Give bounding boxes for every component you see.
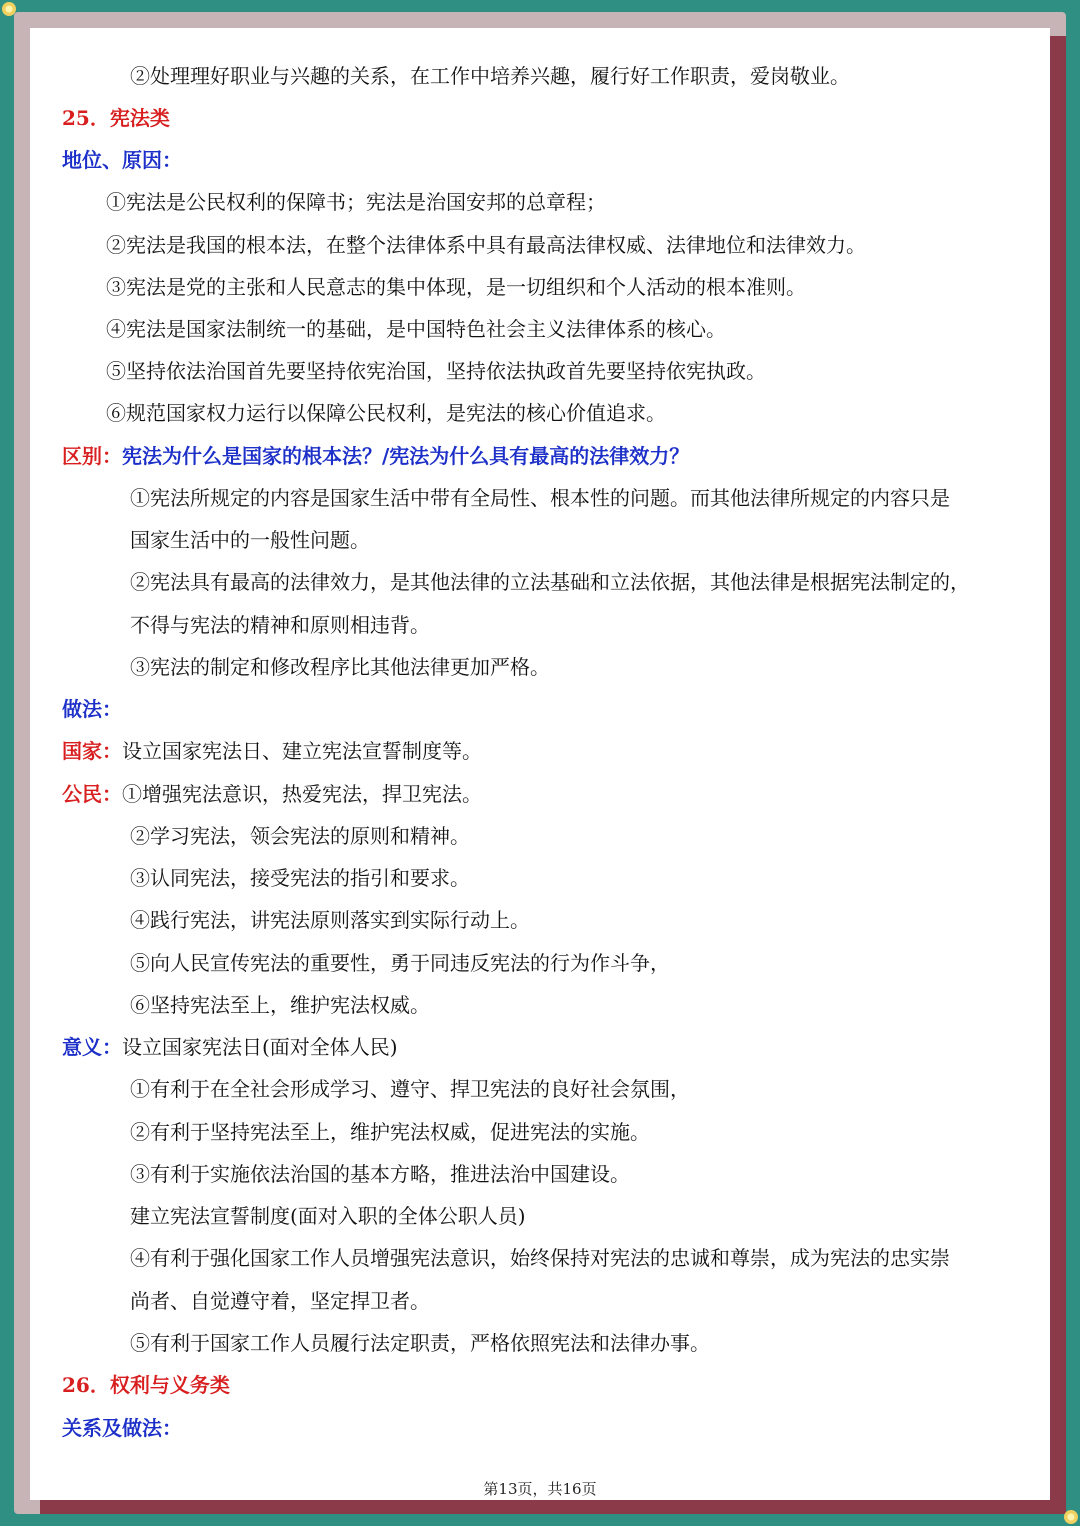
- body-line: ②宪法是我国的根本法，在整个法律体系中具有最高法律权威、法律地位和法律效力。: [106, 233, 866, 257]
- state-text: 设立国家宪法日、建立宪法宣誓制度等。: [122, 739, 482, 763]
- body-line: ①宪法所规定的内容是国家生活中带有全局性、根本性的问题。而其他法律所规定的内容只是: [130, 486, 950, 510]
- body-line: 国家生活中的一般性问题。: [130, 528, 370, 552]
- difference-question: 宪法为什么是国家的根本法？/宪法为什么具有最高的法律效力？: [122, 444, 690, 468]
- state-label: 国家：: [62, 739, 122, 763]
- subheading-status: 地位、原因：: [62, 148, 182, 172]
- body-line: ①宪法是公民权利的保障书；宪法是治国安邦的总章程；: [106, 190, 606, 214]
- significance-label: 意义：: [62, 1035, 122, 1059]
- difference-heading: [62, 441, 689, 471]
- body-line: 不得与宪法的精神和原则相违背。: [130, 613, 430, 637]
- body-line: ④宪法是国家法制统一的基础，是中国特色社会主义法律体系的核心。: [106, 317, 726, 341]
- body-line: ⑤坚持依法治国首先要坚持依宪治国，坚持依法执政首先要坚持依宪执政。: [106, 359, 766, 383]
- significance-text: 设立国家宪法日(面对全体人民): [122, 1035, 398, 1059]
- subheading-practice: 做法：: [62, 697, 122, 721]
- section-heading-26: 26．权利与义务类: [62, 1373, 230, 1397]
- body-line: ⑥规范国家权力运行以保障公民权利，是宪法的核心价值追求。: [106, 401, 666, 425]
- body-line: ②有利于坚持宪法至上，维护宪法权威，促进宪法的实施。: [130, 1120, 650, 1144]
- body-line: ⑥坚持宪法至上，维护宪法权威。: [130, 993, 430, 1017]
- section-heading-25: 25．宪法类: [62, 106, 170, 130]
- page-number: 第13页，共16页: [483, 1480, 597, 1498]
- body-line: ②处理理好职业与兴趣的关系，在工作中培养兴趣，履行好工作职责，爱岗敬业。: [130, 64, 850, 88]
- body-line: 尚者、自觉遵守着，坚定捍卫者。: [130, 1289, 430, 1313]
- body-line: ③认同宪法，接受宪法的指引和要求。: [130, 866, 470, 890]
- body-line: ⑤有利于国家工作人员履行法定职责，严格依照宪法和法律办事。: [130, 1331, 710, 1355]
- document-page: [30, 28, 1050, 1500]
- body-line: ③有利于实施依法治国的基本方略，推进法治中国建设。: [130, 1162, 630, 1186]
- body-line: ③宪法的制定和修改程序比其他法律更加严格。: [130, 655, 550, 679]
- difference-label: 区别：: [62, 444, 122, 468]
- state-line: [62, 736, 482, 766]
- flower-icon: [2, 2, 16, 16]
- body-line: ①有利于在全社会形成学习、遵守、捍卫宪法的良好社会氛围，: [130, 1077, 690, 1101]
- body-line: 建立宪法宣誓制度(面对入职的全体公职人员): [130, 1204, 526, 1228]
- citizen-label: 公民：: [62, 782, 122, 806]
- flower-icon: [1064, 1510, 1078, 1524]
- body-line: ②宪法具有最高的法律效力，是其他法律的立法基础和立法依据，其他法律是根据宪法制定的，: [130, 570, 970, 594]
- body-line: ④有利于强化国家工作人员增强宪法意识，始终保持对宪法的忠诚和尊崇，成为宪法的忠实崇: [130, 1246, 950, 1270]
- significance-line: [62, 1032, 398, 1062]
- citizen-text: ①增强宪法意识，热爱宪法，捍卫宪法。: [122, 782, 482, 806]
- citizen-line: [62, 779, 482, 809]
- subheading-relation: 关系及做法：: [62, 1416, 182, 1440]
- body-line: ②学习宪法，领会宪法的原则和精神。: [130, 824, 470, 848]
- body-line: ⑤向人民宣传宪法的重要性，勇于同违反宪法的行为作斗争，: [130, 951, 670, 975]
- body-line: ④践行宪法，讲宪法原则落实到实际行动上。: [130, 908, 530, 932]
- body-line: ③宪法是党的主张和人民意志的集中体现，是一切组织和个人活动的根本准则。: [106, 275, 806, 299]
